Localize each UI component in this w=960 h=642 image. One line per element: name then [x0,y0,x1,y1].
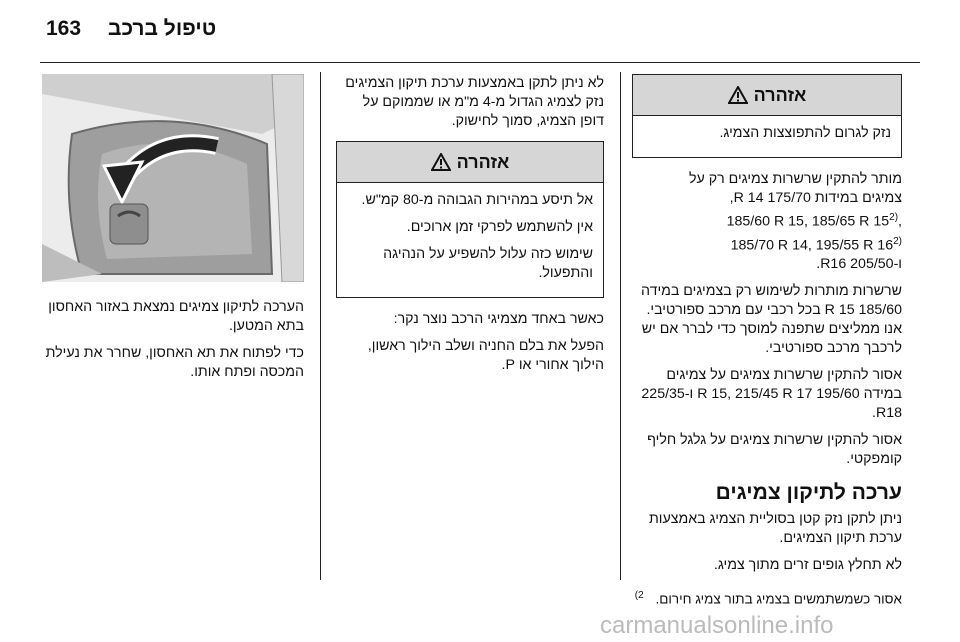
footnote [600,590,902,607]
paragraph: לא ניתן לתקן באמצעות ערכת תיקון הצמיגים נזק לצמיג הגדול מ-4 מ"מ או שממוקם על דופן הצמיג, סמוך לחישוק. [345,75,604,129]
warning-header [633,75,901,116]
paragraph: לא תחלץ גופים זרים מתוך צמיג. [713,557,902,574]
paragraph: כאשר באחד מצמיגי הרכב נוצר נקר: [393,311,604,327]
watermark: carmanualsonline.info [600,612,834,639]
warning-text: אל תיסע במהירות הגבוהה מ-80 קמ"ש. [361,192,593,208]
footnote-text: אסור כשמשתמשים בצמיג בתור צמיג חירום. [655,591,902,607]
warning-box [336,141,604,298]
middle-column [336,74,604,383]
warning-text: שימוש כזה עלול להשפיע על הנהיגה והתפעול. [383,246,593,281]
footnote-mark: 2) [634,590,644,601]
figure-caption: הערכה לתיקון צמיגים נמצאת באזור האחסון בתא המטען. [48,299,304,334]
text-line: ו-205/50 R16. [816,256,902,273]
text-line: 185/60 R 15, 185/65 R 15$^{2)}$, [726,212,902,230]
paragraph: שרשרות מותרות לשימוש רק בצמיגים במידה 185/60 R 15 בכל רכבי עם מרכב ספורטיבי. אנו ממליצים שתפנה למוסך כדי לברר אם יש לרכבך מרכב ספורטיבי. [641,283,902,357]
paragraph: אסור להתקין שרשרות צמיגים על צמיגים במידה 195/60 R 15, 215/45 R 17 ו-225/35 R18. [641,367,902,422]
right-column [632,74,902,583]
page-number: 163 [46,17,82,40]
left-column [42,298,304,390]
column-divider [620,72,621,580]
text-line: מותר להתקין שרשרות צמיגים רק על [689,171,902,187]
column-divider [320,72,321,580]
warning-box [632,74,902,158]
header-rule [40,62,920,63]
paragraph: הפעל את בלם החניה ושלב הילוך ראשון, הילוך אחורי או P. [367,338,604,373]
text-line: 185/70 R 14, 195/55 R 16$^{2)}$ [730,235,902,254]
trunk-storage-illustration [42,74,304,282]
warning-text: אין להשתמש לפרקי זמן ארוכים. [406,219,593,235]
warning-label: אזהרה [753,84,807,105]
warning-triangle-icon [728,86,748,104]
warning-triangle-icon [431,153,451,171]
paragraph: אסור להתקין שרשרות צמיגים על גלגל חליף קומפקטי. [647,432,902,468]
trunk-illustration-icon [42,74,304,282]
section-heading: ערכה לתיקון צמיגים [715,481,902,505]
figure-caption: כדי לפתוח את תא האחסון, שחרר את נעילת המכסה ופתח אותו. [45,345,304,380]
warning-header [337,142,603,183]
text-line: צמיגים במידות 175/70 R 14, [729,190,902,206]
warning-label: אזהרה [456,151,510,172]
paragraph: ניתן לתקן נזק קטן בסוליית הצמיג באמצעות ערכת תיקון הצמיגים. [648,511,902,547]
warning-text: נזק לגרום להתפוצצות הצמיג. [719,125,891,141]
section-title: טיפול ברכב [108,17,217,40]
tire-chain-sizes [632,170,902,274]
